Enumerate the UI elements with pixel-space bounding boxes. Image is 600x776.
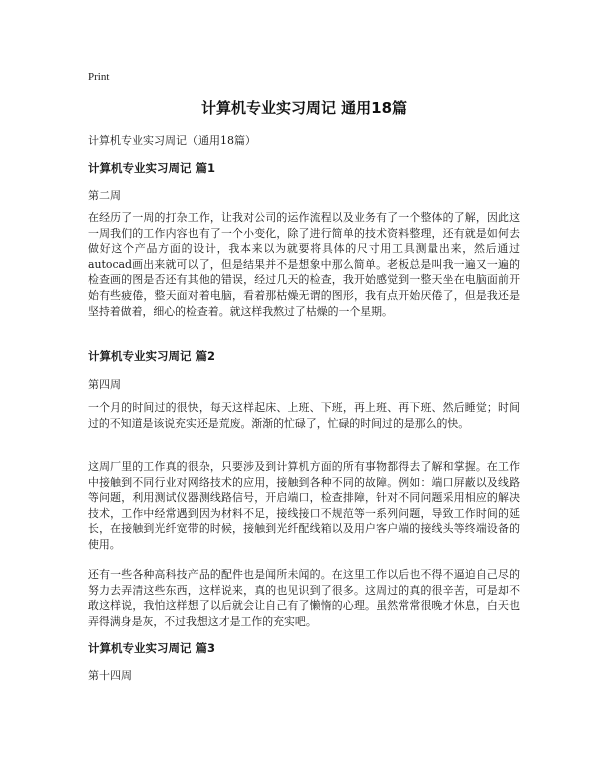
- print-label[interactable]: Print: [88, 71, 110, 83]
- section-heading-3: 计算机专业实习周记 篇3: [88, 641, 216, 655]
- section-week-2: 第四周: [88, 378, 121, 391]
- document-subtitle: 计算机专业实习周记（通用18篇）: [88, 134, 256, 147]
- section-heading-2: 计算机专业实习周记 篇2: [88, 349, 216, 363]
- section-2-paragraph-3: 还有一些各种高科技产品的配件也是闻所未闻的。在这里工作以后也不得不逼迫自己尽的努力去弄清这些东西，这样说来，真的也见识到了很多。这周过的真的很辛苦，可是却不敢这样说，我怕这样想了以后就会让自己有了懒惰的心理。虽然常常很晚才休息，白天也弄得满身是灰，不过我想这才是工作的充实吧。: [88, 568, 520, 628]
- section-2-paragraph-2: 这周厂里的工作真的很杂，只要涉及到计算机方面的所有事物都得去了解和掌握。在工作中接触到不同行业对网络技术的应用，接触到各种不同的故障。例如：端口屏蔽以及线路等问题，利用测试仪器测线路信号，开启端口，检查排障，针对不同问题采用相应的解决技术，工作中经常遇到因为材料不足，接线接口不规范等一系列问题，导致工作时间的延长，在接触到光纤宽带的时候，接触到光纤配线箱以及用户客户端的接线头等终端设备的使用。: [88, 460, 520, 551]
- section-2-paragraph-1: 一个月的时间过的很快，每天这样起床、上班、下班，再上班、再下班、然后睡觉；时间过的不知道是该说充实还是荒废。渐渐的忙碌了，忙碌的时间过的是那么的快。: [88, 401, 520, 430]
- section-week-1: 第二周: [88, 189, 121, 202]
- section-1-paragraph-1: 在经历了一周的打杂工作，让我对公司的运作流程以及业务有了一个整体的了解，因此这一周我们的工作内容也有了一个小变化，除了进行简单的技术资料整理，还有就是如何去做好这个产品方面的设计，我本来以为就要将具体的尺寸用工具测量出来，然后通过autocad画出来就可以了，但是结果并不是想象中那么简单。老板总是叫我一遍又一遍的检查画的图是否还有其他的错误，经过几天的检查，我开始感觉到一整天坐在电脑面前开始有些疲倦，整天面对着电脑，看着那枯燥无谓的图形，我有点开始厌倦了，但是我还是坚持着做着，细心的检查着。就这样我熬过了枯燥的一个星期。: [88, 211, 520, 318]
- document-title: 计算机专业实习周记 通用18篇: [200, 99, 408, 117]
- section-week-3: 第十四周: [88, 669, 132, 682]
- section-heading-1: 计算机专业实习周记 篇1: [88, 161, 216, 175]
